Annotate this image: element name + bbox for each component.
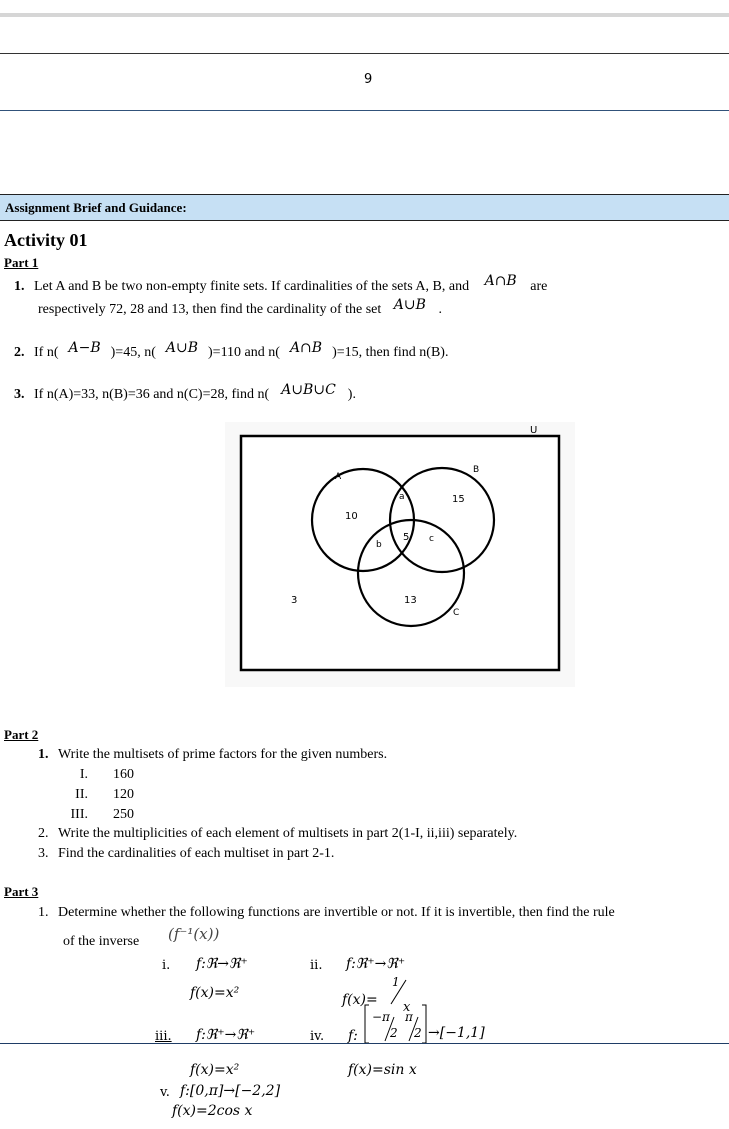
assignment-brief-bar (0, 194, 729, 221)
q2-text-d: )=15, then find n(B). (332, 345, 449, 360)
func-iv-num2: π (405, 1010, 413, 1024)
part2-sub1-value: 160 (113, 767, 134, 782)
func-v-rule: f(x)=2cos x (172, 1103, 253, 1119)
func-ii-map: f:ℜ⁺→ℜ⁺ (346, 956, 406, 972)
venn-diagram (225, 422, 575, 687)
label-set-a: A (335, 472, 342, 482)
q1-text-2: respectively 72, 28 and 13, then find the cardinality of the set (38, 302, 382, 317)
value-only-c: 13 (404, 595, 417, 606)
part2-sub3-label: III. (70, 807, 88, 822)
part2-title: Part 2 (4, 727, 39, 742)
part2-q1-number: 1. (38, 747, 49, 762)
part1-q3 (14, 382, 356, 403)
part2-sub1-label: I. (79, 767, 88, 782)
part3-q1-line1 (38, 905, 615, 921)
part2-q3-number: 3. (38, 846, 49, 861)
q3-number: 3. (14, 387, 25, 402)
part1-q1-line2 (38, 297, 442, 318)
part1-title: Part 1 (4, 255, 39, 270)
part2-sub2-value: 120 (113, 787, 134, 802)
q2-text-b: )=45, n( (110, 345, 156, 360)
part2-sub3-value: 250 (113, 807, 134, 822)
activity-title: Activity 01 (4, 230, 88, 250)
func-iv-rule: f(x)=sin x (348, 1062, 417, 1078)
func-iv-den2: 2 (414, 1026, 422, 1040)
part2-q3 (38, 846, 334, 862)
q2-math-intersection: A∩B (289, 340, 323, 356)
value-only-a: 10 (345, 511, 358, 522)
value-only-b: 15 (452, 494, 465, 505)
part2-q1 (38, 747, 387, 763)
func-iv-label: iv. (310, 1029, 325, 1044)
func-iv-den1: 2 (390, 1026, 398, 1040)
part3-q1-number: 1. (38, 905, 49, 920)
label-universe: U (530, 425, 538, 436)
func-i-label: i. (162, 958, 171, 973)
brief-heading: Assignment Brief and Guidance: (5, 200, 187, 215)
region-c-label: c (429, 534, 434, 544)
part3-title: Part 3 (4, 884, 39, 899)
func-iv-range: →[−1,1] (428, 1025, 485, 1041)
q1-math-union: A∪B (393, 297, 426, 313)
header-rule-top (0, 53, 729, 54)
universal-set-box (241, 436, 559, 670)
part2-sub2-label: II. (75, 787, 88, 802)
part2-q2-text: Write the multiplicities of each element of multisets in part 2(1-I, ii,iii) separately. (58, 826, 518, 841)
value-outside: 3 (291, 595, 298, 606)
part1-q2 (14, 340, 449, 361)
q2-text-a: If n( (34, 345, 59, 360)
func-ii-numerator: 1 (392, 975, 400, 989)
q1-text-are: are (530, 279, 548, 294)
func-iii-rule: f(x)=x² (190, 1062, 240, 1078)
q1-number: 1. (14, 279, 25, 294)
func-iii-map: f:ℜ⁺→ℜ⁺ (196, 1027, 256, 1043)
part3-q1-text-2: of the inverse (63, 934, 140, 949)
header-rule-bottom (0, 110, 729, 111)
func-ii-label: ii. (310, 958, 323, 973)
q2-number: 2. (14, 345, 25, 360)
func-ii-denominator: x (403, 1000, 411, 1015)
q1-text-1: Let A and B be two non-empty finite sets. If cardinalities of the sets A, B, and (34, 279, 470, 294)
func-i-rule: f(x)=x² (190, 985, 240, 1001)
label-set-b: B (473, 465, 480, 475)
part2-q3-text: Find the cardinalities of each multiset in part 2-1. (58, 846, 335, 861)
inverse-notation: (f⁻¹(x)) (168, 925, 220, 943)
func-iv-prefix: f: (348, 1028, 358, 1044)
part2-q2 (38, 826, 517, 842)
func-v-label: v. (160, 1085, 170, 1100)
part3-q1-line2 (63, 934, 139, 950)
page-break-line (0, 1043, 729, 1044)
q3-text-b: ). (347, 387, 356, 402)
region-a-label: a (399, 492, 405, 502)
top-scrollbar-edge (0, 13, 729, 17)
func-iv-num1: −π (372, 1010, 390, 1024)
part1-q1-line1 (14, 273, 548, 295)
q1-math-intersection: A∩B (484, 273, 517, 289)
q2-math-difference: A−B (68, 340, 101, 356)
part3-q1-text-1: Determine whether the following functions are invertible or not. If it is invertible, then find the rule (58, 905, 615, 920)
label-set-c: C (453, 608, 460, 618)
region-b-label: b (376, 540, 382, 550)
part2-q2-number: 2. (38, 826, 49, 841)
part2-q1-text: Write the multisets of prime factors for the given numbers. (58, 747, 388, 762)
q3-text-a: If n(A)=33, n(B)=36 and n(C)=28, find n( (34, 387, 270, 402)
func-v-map: f:[0,π]→[−2,2] (180, 1083, 281, 1099)
func-ii-rule-prefix: f(x)= (342, 992, 378, 1008)
q2-text-c: )=110 and n( (208, 345, 280, 360)
func-i-map: f:ℜ→ℜ⁺ (196, 956, 248, 972)
q2-math-union: A∪B (165, 340, 199, 356)
page-number: 9 (364, 72, 373, 87)
value-center: 5 (403, 532, 410, 543)
q1-period: . (438, 302, 442, 317)
q3-math-triple-union: A∪B∪C (281, 382, 336, 398)
func-iii-label: iii. (155, 1029, 172, 1044)
